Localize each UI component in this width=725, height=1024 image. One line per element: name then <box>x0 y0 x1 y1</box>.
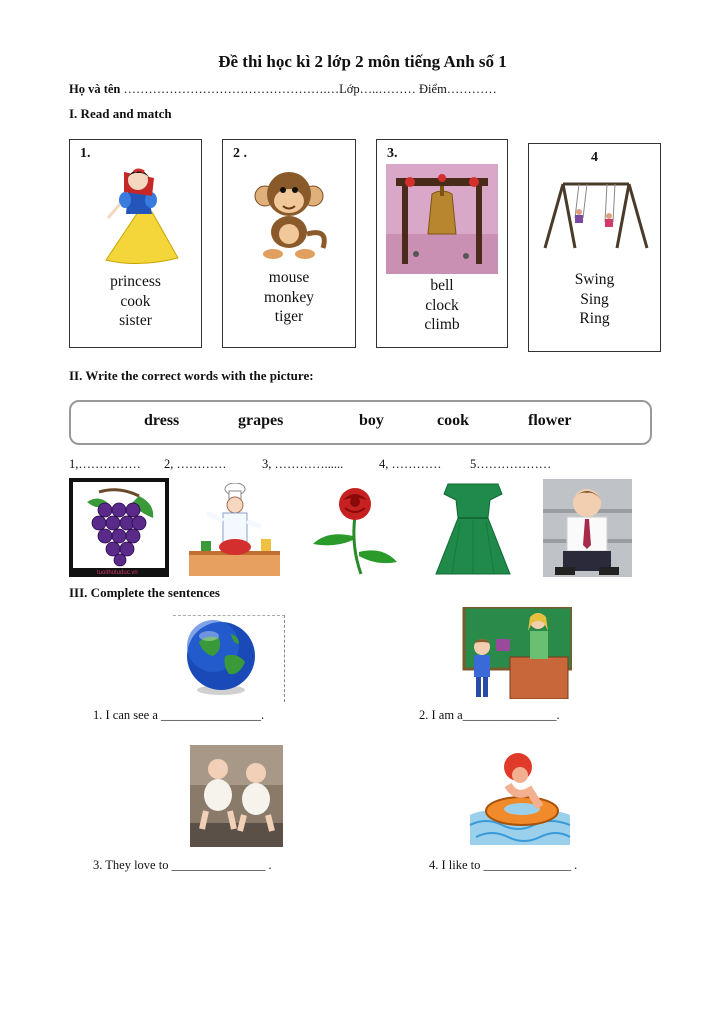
boy-image <box>543 479 632 577</box>
word-bank-item: boy <box>359 412 384 429</box>
section1-heading: I. Read and match <box>69 106 172 121</box>
card-number: 4 <box>591 150 598 165</box>
word-bank-item: cook <box>437 412 469 429</box>
word-option[interactable]: cook <box>120 292 151 310</box>
word-option[interactable]: sister <box>119 312 152 329</box>
cook-image <box>189 483 280 576</box>
answer-blank-4[interactable]: 4, ………… <box>379 457 442 471</box>
answer-blank-2[interactable]: 2, ………… <box>164 457 227 471</box>
dress-picture <box>430 478 516 577</box>
match-card-1 <box>69 139 202 348</box>
dress-image <box>430 478 516 577</box>
word-option[interactable]: monkey <box>264 288 314 306</box>
word-option[interactable]: tiger <box>274 308 304 325</box>
word-option[interactable]: mouse <box>268 269 310 286</box>
section3-heading: III. Complete the sentences <box>69 585 220 600</box>
card-number: 1. <box>80 146 91 161</box>
word-option[interactable]: clock <box>425 296 459 314</box>
answer-blank-5[interactable]: 5……………… <box>470 457 552 471</box>
word-option[interactable]: Swing <box>574 271 615 288</box>
bell-image <box>386 164 498 274</box>
answer-blank-1[interactable]: 1,…………… <box>69 457 141 471</box>
grapes-picture <box>69 478 169 577</box>
globe-image <box>173 616 284 702</box>
card-words <box>529 270 660 329</box>
sentence-4[interactable]: 4. I like to ______________ . <box>429 858 578 872</box>
match-card-3 <box>376 139 508 348</box>
class-label: Lớp…..……… <box>339 82 416 96</box>
cook-picture <box>189 483 280 576</box>
sentence-1[interactable]: 1. I can see a ________________. <box>93 708 265 722</box>
rose-picture <box>307 486 400 576</box>
word-bank-item: flower <box>528 412 572 429</box>
word-bank-item: dress <box>144 412 180 429</box>
name-label: Họ và tên <box>69 82 121 96</box>
princess-image <box>92 162 184 266</box>
monkey-image <box>243 168 337 260</box>
page-title: Đề thi học kì 2 lớp 2 môn tiếng Anh số 1 <box>218 52 507 71</box>
word-option[interactable]: climb <box>424 316 460 333</box>
answer-blank-3[interactable]: 3, …………...... <box>262 457 344 471</box>
boy-picture <box>543 479 632 577</box>
word-option[interactable]: Ring <box>579 310 610 327</box>
swimmer-picture <box>466 745 576 850</box>
sentence-3[interactable]: 3. They love to _______________ . <box>93 858 272 872</box>
globe-picture <box>173 615 285 702</box>
word-option[interactable]: bell <box>430 277 454 294</box>
section2-heading: II. Write the correct words with the picture: <box>69 368 314 383</box>
babies-picture <box>190 745 283 847</box>
word-option[interactable]: Sing <box>580 290 609 308</box>
name-line <box>69 82 497 97</box>
card-number: 3. <box>387 146 398 161</box>
teacher-picture <box>460 607 572 699</box>
sentence-2[interactable]: 2. I am a_______________. <box>419 708 560 722</box>
card-words <box>70 272 201 331</box>
score-label: Điểm………… <box>419 82 497 96</box>
rose-image <box>307 486 400 576</box>
swimmer-image <box>466 745 576 850</box>
word-bank <box>69 400 652 445</box>
name-blank: ………………………………………….… <box>123 82 340 96</box>
grapes-image <box>69 478 169 577</box>
word-bank-item: grapes <box>238 412 284 429</box>
match-card-4 <box>528 143 661 352</box>
babies-image <box>190 745 283 847</box>
watermark-text: tuoithotuduc.vn <box>97 570 138 576</box>
card-number: 2 . <box>233 146 247 161</box>
card-words <box>377 276 507 335</box>
teacher-image <box>460 607 572 699</box>
swing-image <box>541 178 651 250</box>
card-words <box>223 268 355 327</box>
word-option[interactable]: princess <box>110 273 161 290</box>
match-card-2 <box>222 139 356 348</box>
